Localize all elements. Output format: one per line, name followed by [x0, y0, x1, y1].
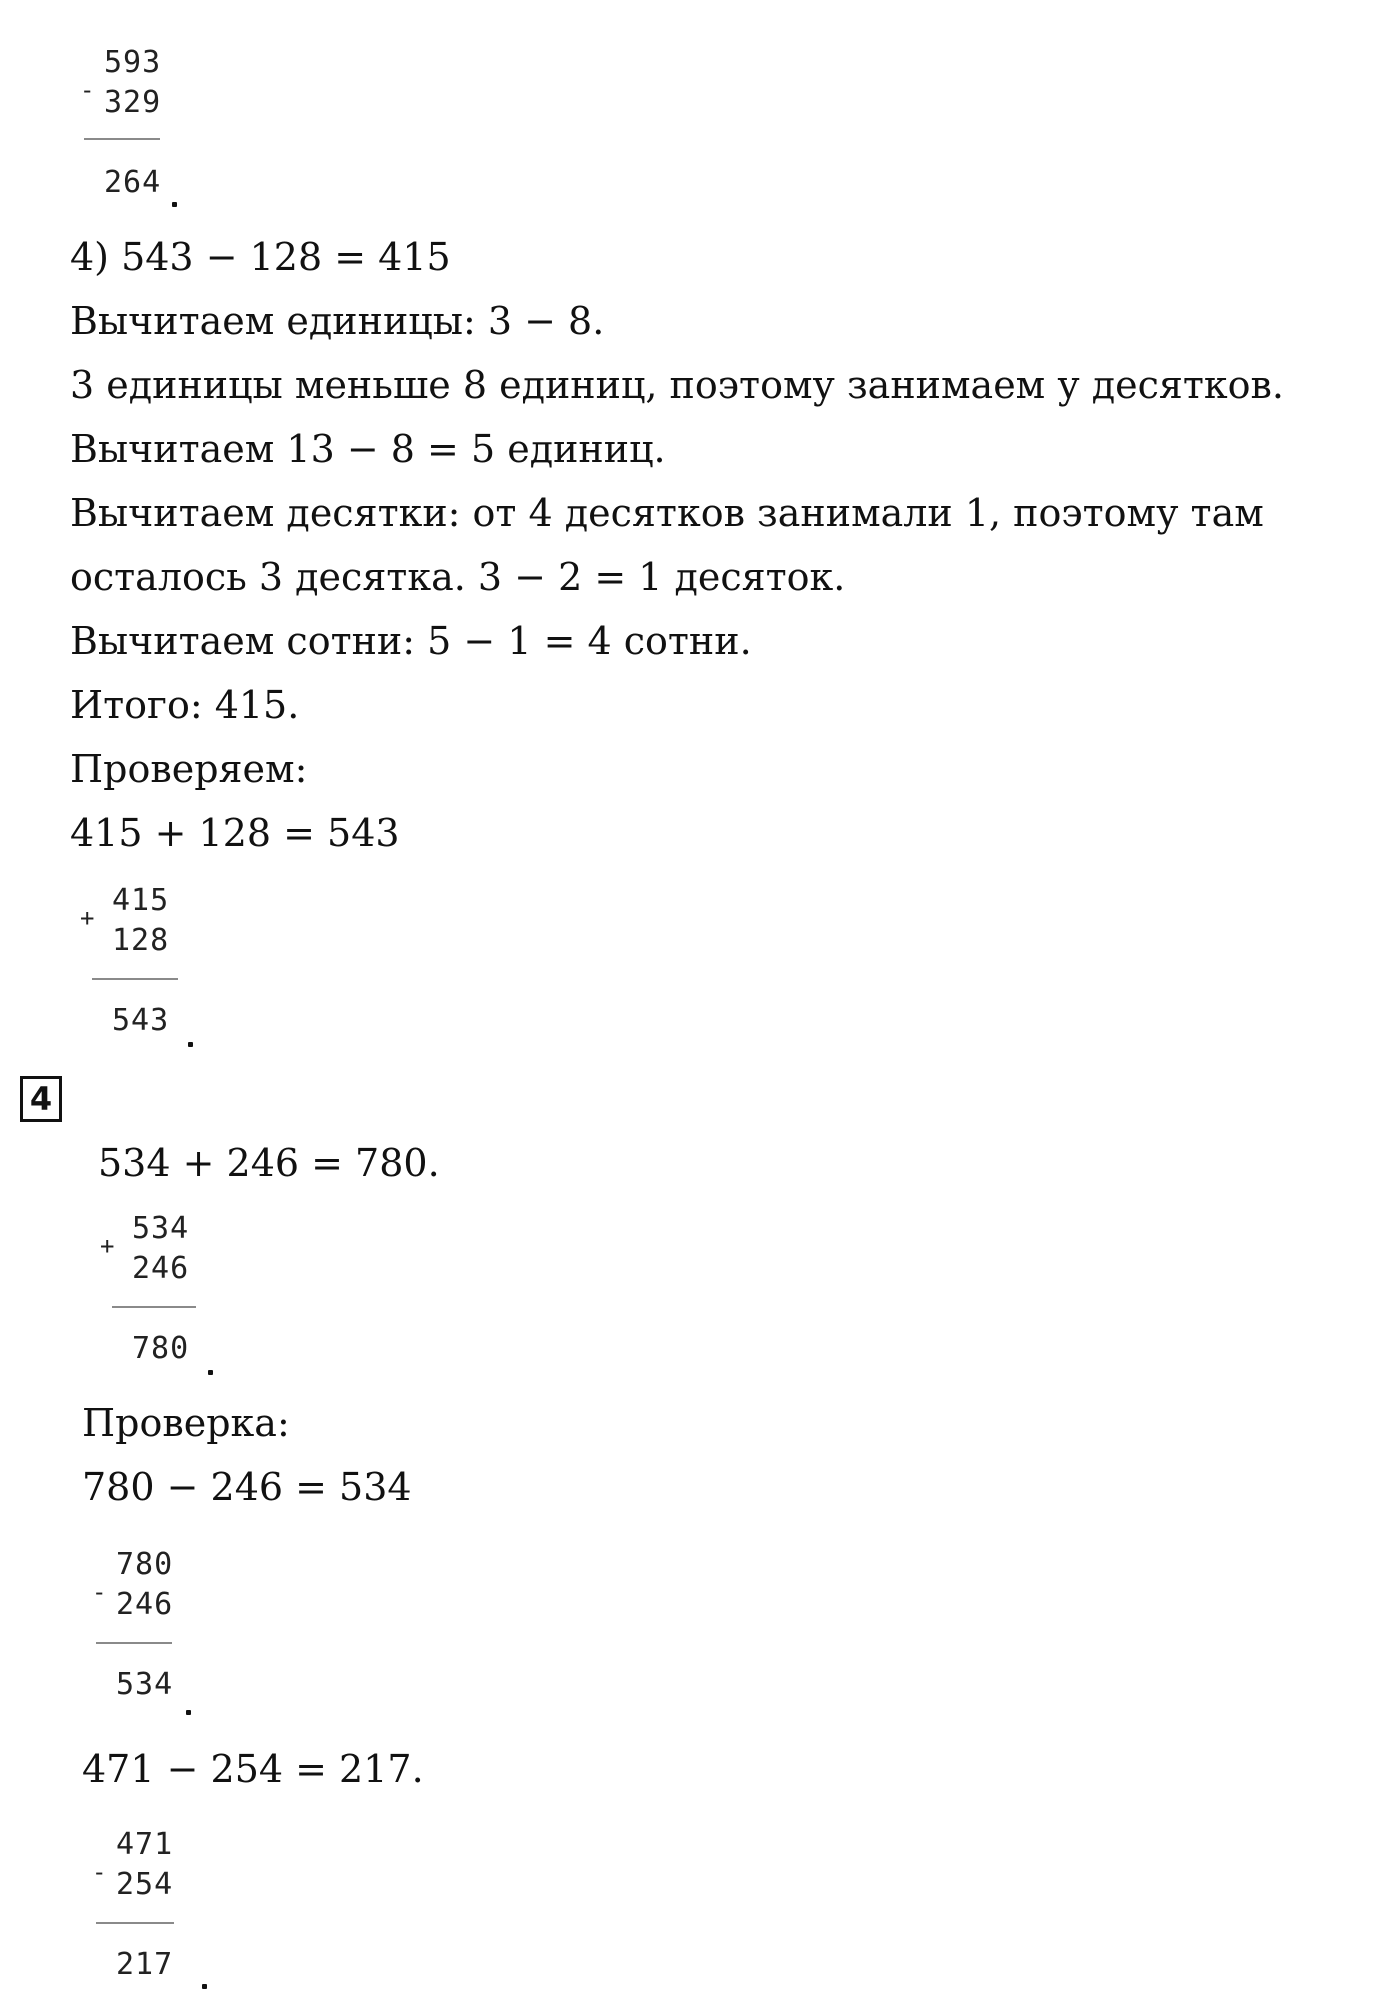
task-number-box: 4 [20, 1076, 62, 1122]
item4-title: 4) 543 − 128 = 415 [70, 235, 451, 279]
check-equation: 415 + 128 = 543 [70, 811, 400, 855]
minus-sign: - [92, 1578, 107, 1606]
difference: 217 [116, 1947, 174, 1982]
difference: 264 [104, 165, 162, 200]
addend-1: 534 [132, 1211, 190, 1246]
task-equation-1: 534 + 246 = 780. [98, 1141, 440, 1185]
subtrahend: 246 [116, 1587, 174, 1622]
period-dot [202, 1984, 207, 1989]
period-dot [186, 1710, 191, 1715]
sum: 780 [132, 1331, 190, 1366]
minuend: 593 [104, 45, 162, 80]
addend-1: 415 [112, 883, 170, 918]
explanation-line: Вычитаем десятки: от 4 десятков занимали 1, поэтому там [70, 491, 1264, 535]
minuend: 471 [116, 1827, 174, 1862]
column-divider [92, 978, 178, 980]
explanation-line: 3 единицы меньше 8 единиц, поэтому занимаем у десятков. [70, 363, 1285, 407]
column-divider [96, 1642, 172, 1644]
subtrahend: 329 [104, 85, 162, 120]
column-divider [112, 1306, 196, 1308]
period-dot [208, 1370, 213, 1375]
plus-sign: + [100, 1232, 115, 1260]
check-label: Проверка: [82, 1401, 290, 1445]
period-dot [172, 202, 177, 207]
explanation-line: осталось 3 десятка. 3 − 2 = 1 десяток. [70, 555, 846, 599]
column-divider [96, 1922, 174, 1924]
explanation-line: Вычитаем сотни: 5 − 1 = 4 сотни. [70, 619, 752, 663]
sum: 543 [112, 1003, 170, 1038]
column-divider [84, 138, 160, 140]
period-dot [188, 1042, 193, 1047]
task-equation-2: 471 − 254 = 217. [82, 1747, 424, 1791]
minus-sign: - [92, 1858, 107, 1886]
addend-2: 128 [112, 923, 170, 958]
difference: 534 [116, 1667, 174, 1702]
subtrahend: 254 [116, 1867, 174, 1902]
check-equation: 780 − 246 = 534 [82, 1465, 412, 1509]
minuend: 780 [116, 1547, 174, 1582]
explanation-line: Вычитаем единицы: 3 − 8. [70, 299, 605, 343]
plus-sign: + [80, 904, 95, 932]
addend-2: 246 [132, 1251, 190, 1286]
explanation-line: Итого: 415. [70, 683, 300, 727]
minus-sign: - [80, 76, 95, 104]
explanation-line: Проверяем: [70, 747, 308, 791]
explanation-line: Вычитаем 13 − 8 = 5 единиц. [70, 427, 666, 471]
